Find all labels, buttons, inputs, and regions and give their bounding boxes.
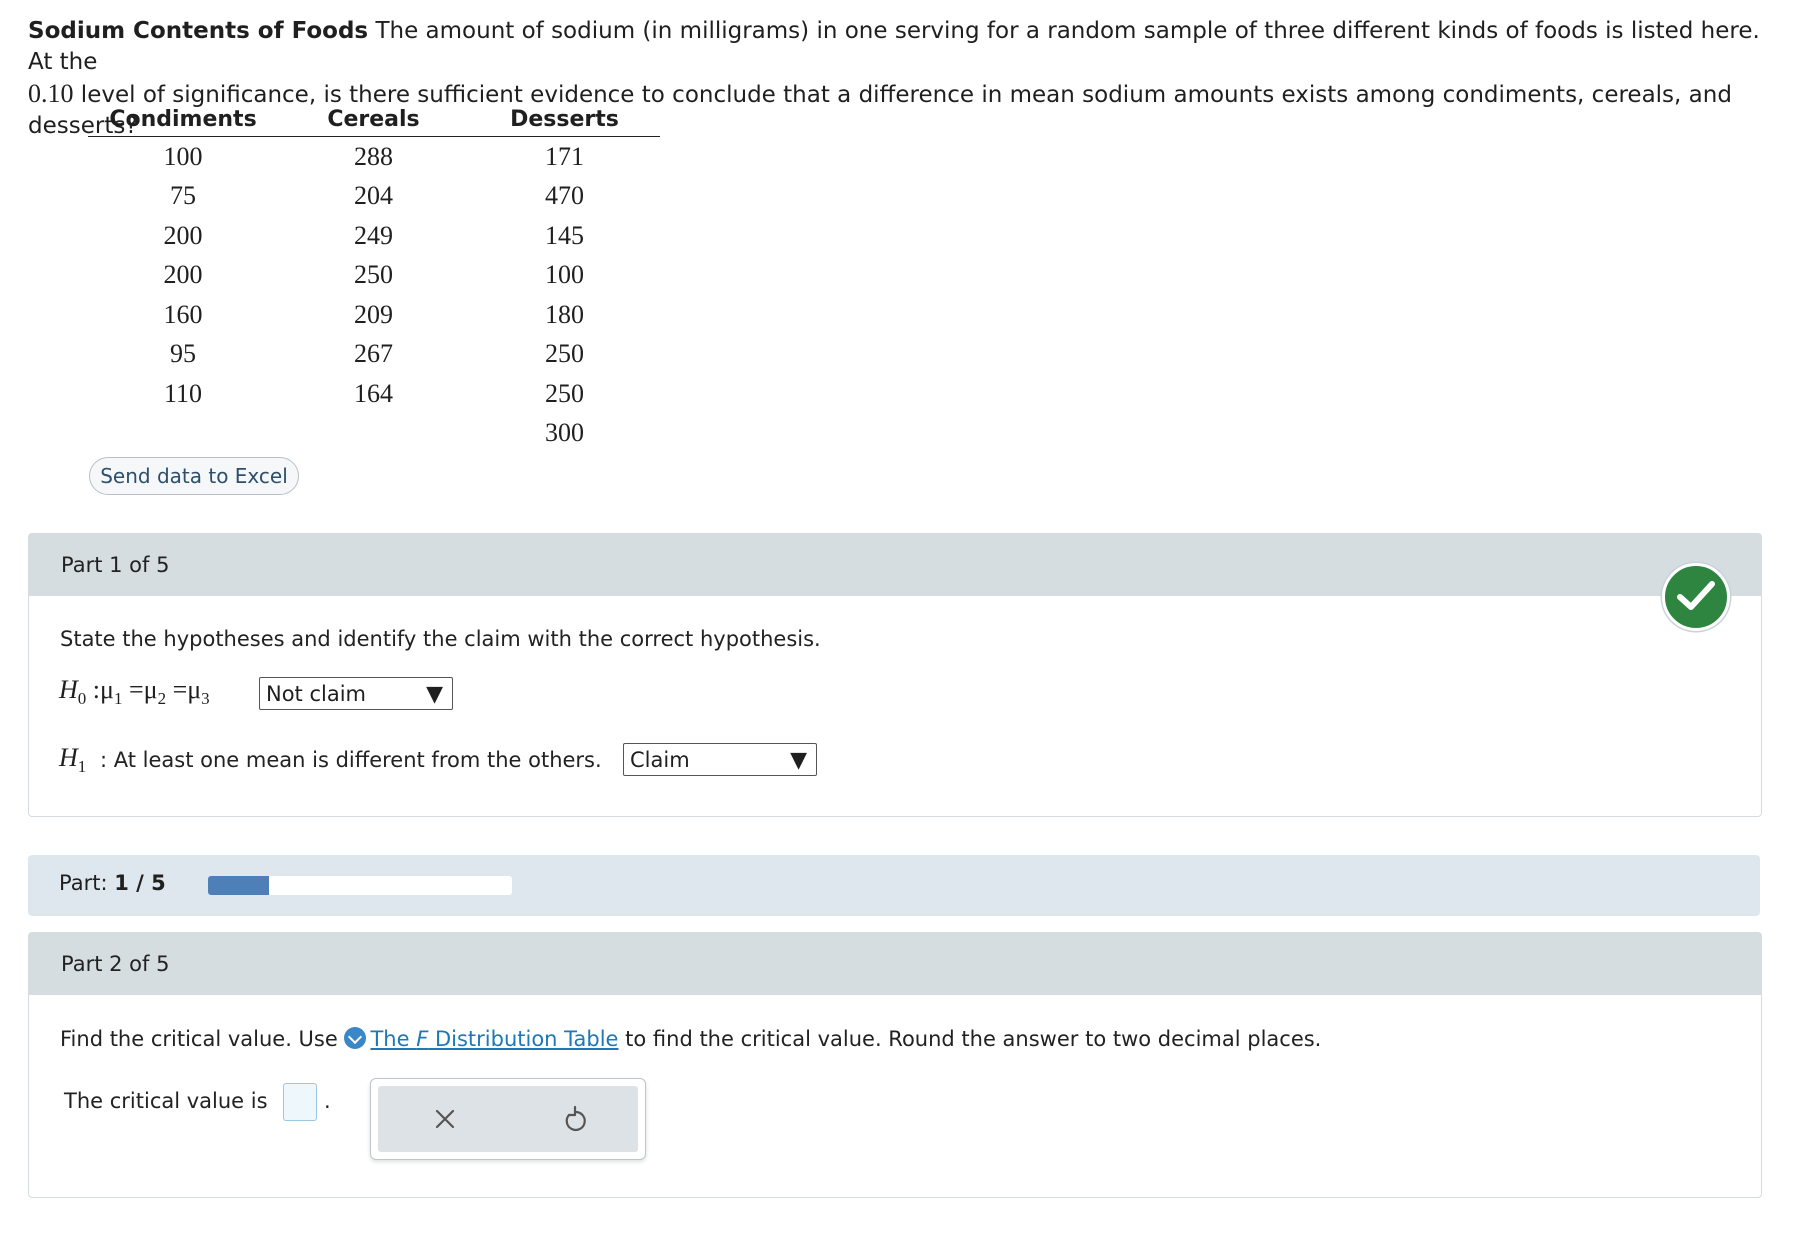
part-progress	[28, 855, 1760, 916]
h0-select-value: Not claim	[266, 682, 367, 706]
table-cell: 204	[354, 181, 393, 211]
progress-label: Part: 1 / 5	[59, 871, 166, 895]
table-cell: 267	[354, 339, 393, 369]
table-cell: 100	[163, 141, 203, 171]
close-icon[interactable]	[428, 1102, 462, 1136]
table-cell: 100	[545, 260, 584, 290]
table-row	[88, 374, 660, 414]
table-header-row	[88, 104, 660, 137]
h0-subscript: 0	[77, 689, 87, 709]
problem-title: Sodium Contents of Foods	[28, 18, 369, 44]
table-cell: 470	[545, 181, 584, 211]
part2-instruction: Find the critical value. Use The F Distribution Table to find the critical value. Round the answer to two decimal places.	[60, 1027, 1322, 1051]
undo-icon[interactable]	[558, 1102, 592, 1136]
table-cell: 75	[170, 181, 196, 211]
table-cell: 250	[545, 378, 584, 408]
table-cell	[88, 414, 278, 454]
table-cell: 250	[354, 260, 393, 290]
table-cell: 164	[354, 378, 393, 408]
column-header-desserts: Desserts	[469, 104, 660, 137]
sodium-data-table	[88, 104, 660, 453]
problem-text-a: The amount of sodium (in milligrams) in one serving for a random sample of three different kinds of foods is listed here. At the	[28, 18, 1760, 75]
table-cell: 209	[354, 299, 393, 329]
table-cell: 288	[354, 141, 393, 171]
table-row	[88, 137, 660, 177]
h0-symbol: H	[59, 675, 78, 704]
send-to-excel-button[interactable]: Send data to Excel	[89, 457, 299, 495]
table-cell: 200	[163, 260, 203, 290]
table-row	[88, 414, 660, 454]
critical-value-label: The critical value is	[64, 1089, 268, 1113]
h0-claim-select[interactable]	[259, 677, 453, 710]
alternative-hypothesis-symbol	[59, 743, 86, 777]
check-icon	[1662, 563, 1730, 631]
table-row	[88, 256, 660, 296]
answer-tools-panel	[370, 1078, 646, 1160]
table-cell: 110	[163, 378, 203, 408]
table-cell: 180	[545, 299, 584, 329]
f-distribution-table-link[interactable]: The F Distribution Table	[370, 1027, 619, 1051]
table-cell: 171	[545, 141, 584, 171]
h1-select-value: Claim	[630, 748, 690, 772]
progress-value: 1 / 5	[114, 871, 166, 895]
column-header-condiments: Condiments	[88, 104, 278, 137]
table-cell: 145	[545, 220, 584, 250]
part1-card	[28, 533, 1762, 817]
table-cell: 249	[354, 220, 393, 250]
part2-card	[28, 932, 1762, 1198]
chevron-down-icon[interactable]	[344, 1027, 366, 1049]
h1-subscript: 1	[77, 757, 87, 777]
table-cell: 300	[545, 418, 584, 448]
null-hypothesis: $H_0$ $:\mu_1 =\mu_2 =\mu_3$	[59, 675, 210, 709]
table-row	[88, 216, 660, 256]
table-cell: 250	[545, 339, 584, 369]
h1-symbol: H	[59, 743, 78, 772]
table-cell: 200	[163, 220, 203, 250]
table-row	[88, 177, 660, 217]
table-cell: 95	[170, 339, 196, 369]
alpha-value: 0.10	[28, 79, 74, 108]
progress-track	[208, 876, 512, 895]
column-header-cereals: Cereals	[278, 104, 469, 137]
answer-suffix: .	[324, 1089, 331, 1113]
dropdown-arrow-icon: ▼	[426, 682, 443, 707]
table-row	[88, 295, 660, 335]
h1-text: : At least one mean is different from the others.	[100, 748, 602, 772]
table-cell: 160	[163, 299, 203, 329]
table-row	[88, 335, 660, 375]
progress-fill	[208, 876, 269, 895]
part1-instruction: State the hypotheses and identify the claim with the correct hypothesis.	[60, 627, 821, 651]
problem-text-b: level of significance, is there sufficient evidence to conclude that a difference in mean sodium amounts exists among condiments, cereals, and desserts?	[28, 82, 1732, 139]
critical-value-input[interactable]	[283, 1083, 317, 1121]
table-cell	[278, 414, 469, 454]
dropdown-arrow-icon: ▼	[790, 748, 807, 773]
part1-header: Part 1 of 5	[29, 534, 1761, 596]
h1-claim-select[interactable]	[623, 743, 817, 776]
part2-header: Part 2 of 5	[29, 933, 1761, 995]
